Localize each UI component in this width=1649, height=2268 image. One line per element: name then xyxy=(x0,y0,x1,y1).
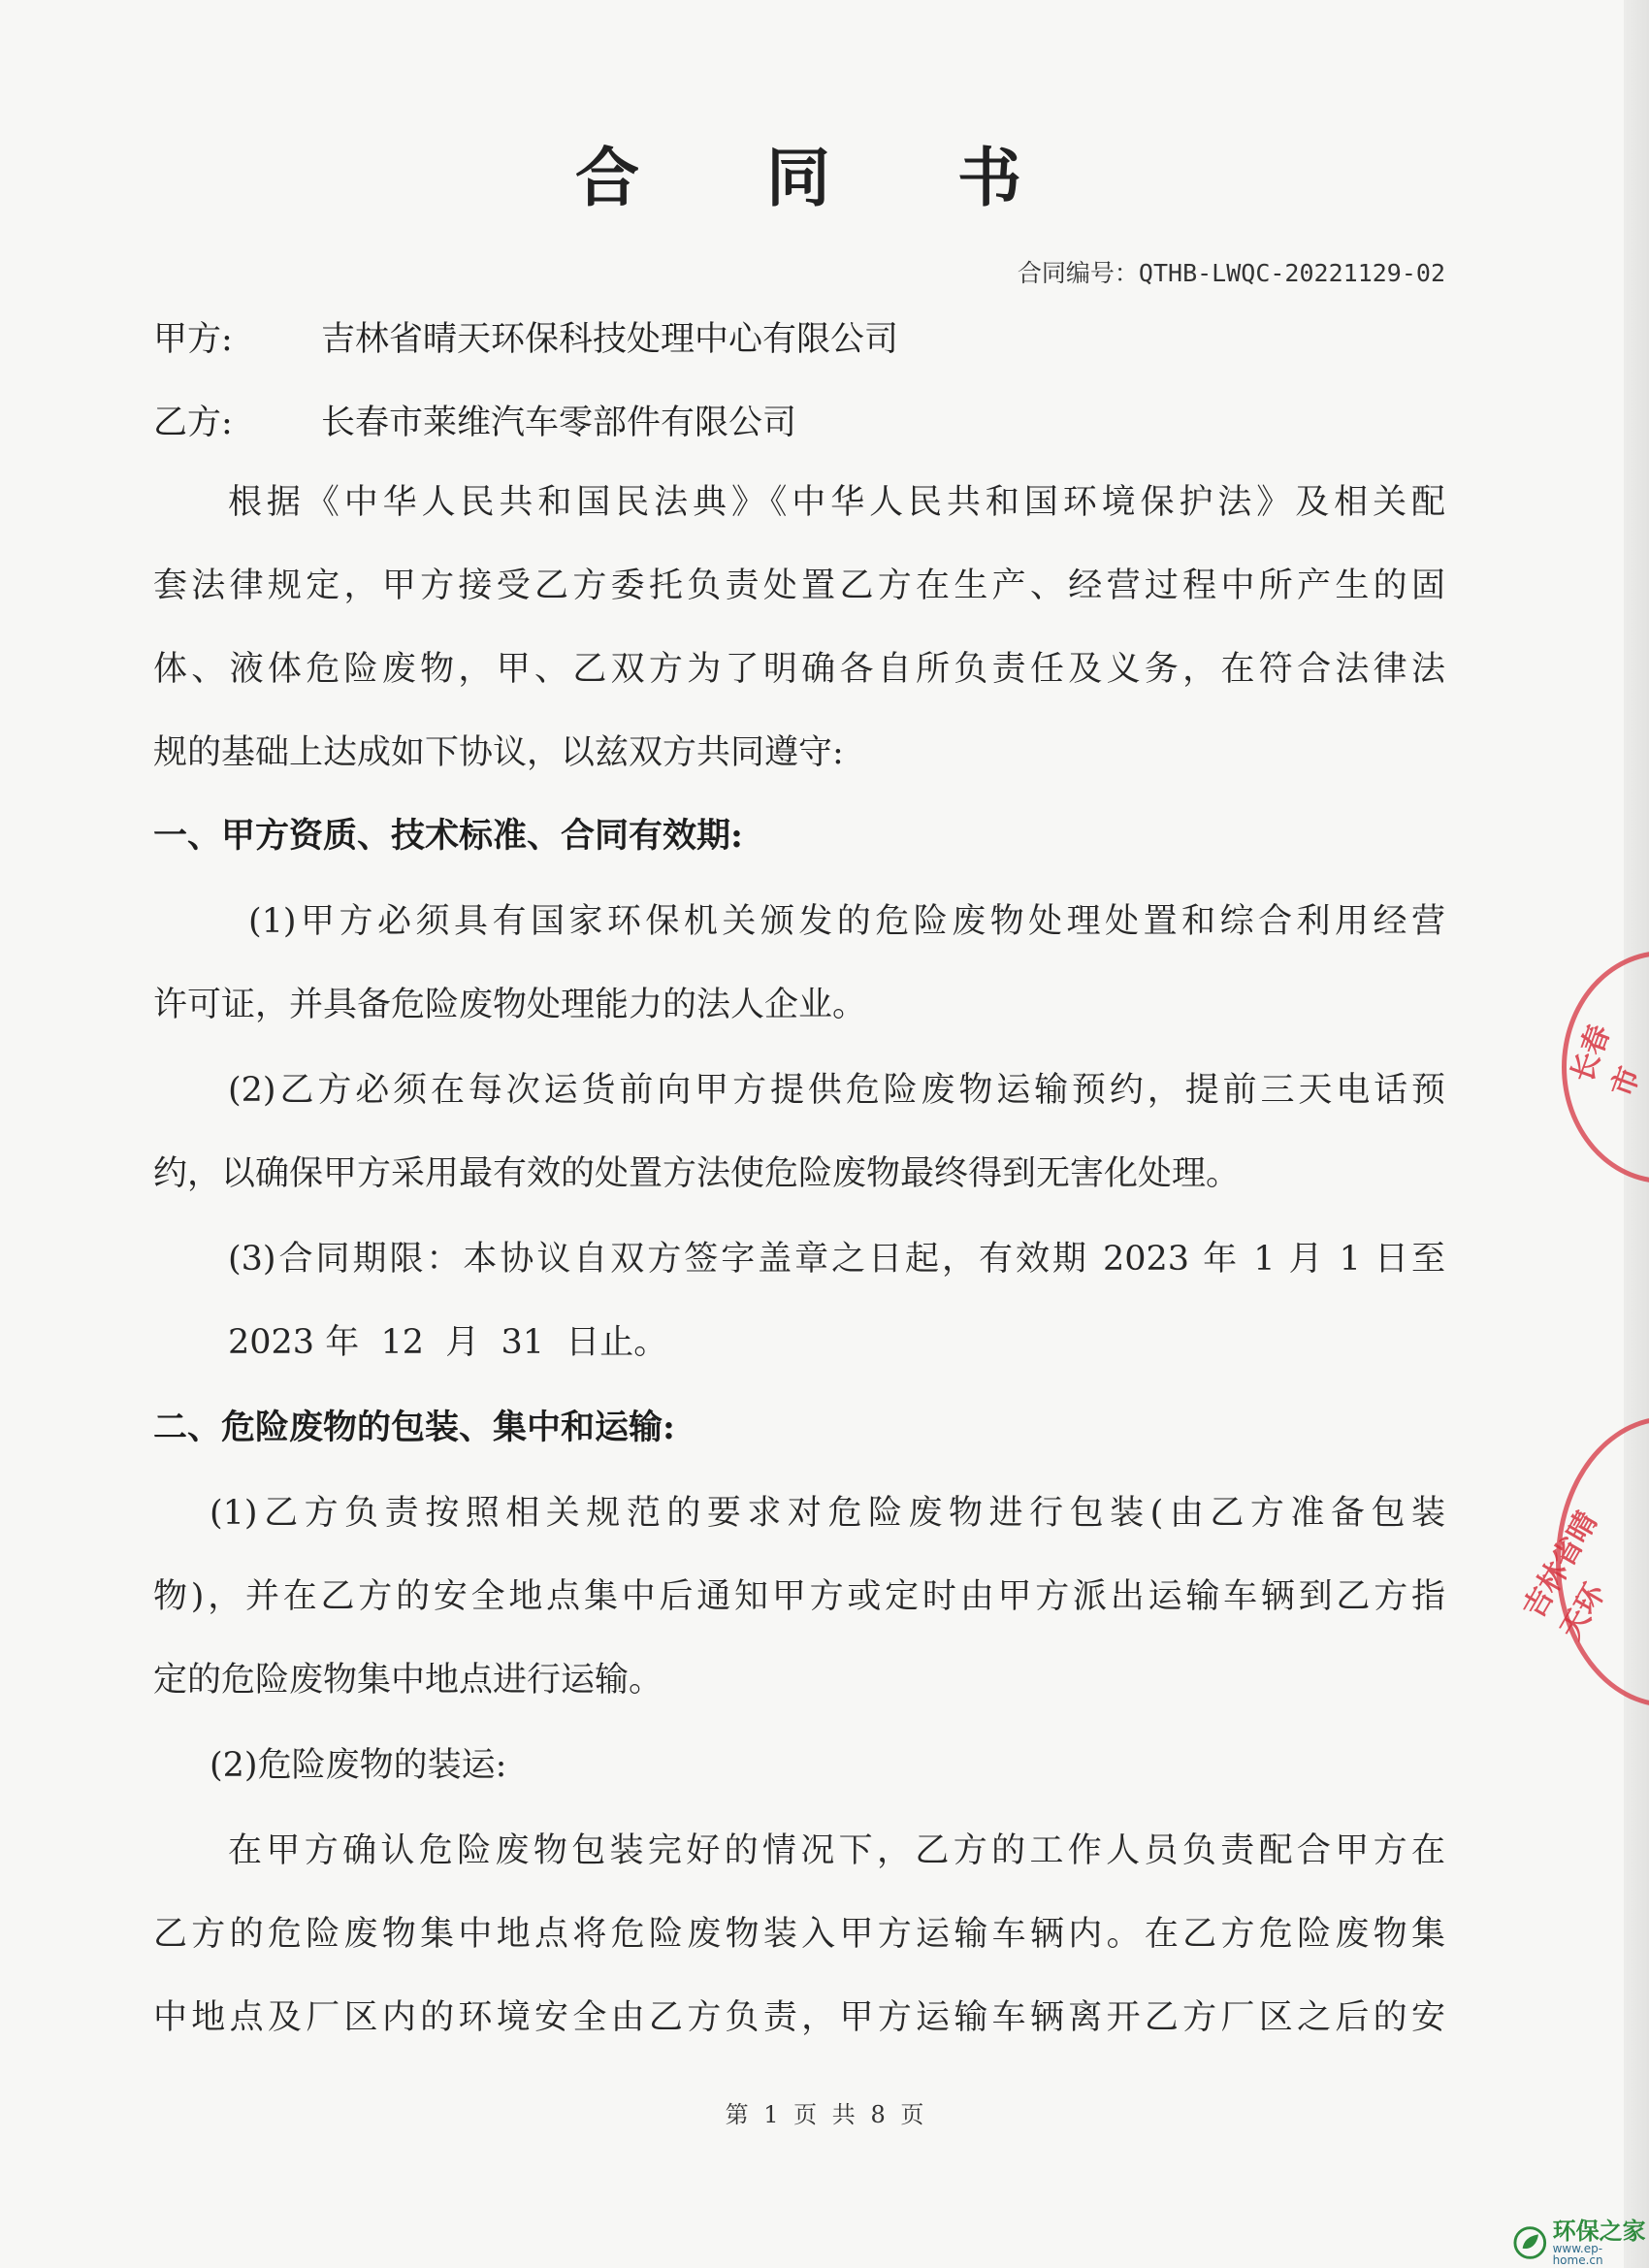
body-line: 套法律规定，甲方接受乙方委托负责处置乙方在生产、经营过程中所产生的固 xyxy=(153,567,1445,605)
party-a xyxy=(153,312,898,361)
watermark-logo xyxy=(1513,2219,1649,2266)
body-line: 物)，并在乙方的安全地点集中后通知甲方或定时由甲方派出运输车辆到乙方指 xyxy=(153,1577,1445,1616)
body-line: 2023 年 12 月 31 日止。 xyxy=(228,1323,668,1362)
body-line: 体、液体危险废物，甲、乙双方为了明确各自所负责任及义务，在符合法律法 xyxy=(153,650,1445,689)
body-line: 定的危险废物集中地点进行运输。 xyxy=(153,1661,663,1700)
party-b-name: 长春市莱维汽车零部件有限公司 xyxy=(321,404,797,442)
body-line: 约，以确保甲方采用最有效的处置方法使危险废物最终得到无害化处理。 xyxy=(153,1154,1241,1193)
contract-number: 合同编号：QTHB-LWQC-20221129-02 xyxy=(1017,259,1445,287)
body-line: (3)合同期限：本协议自双方签字盖章之日起，有效期 2023 年 1 月 1 日至 xyxy=(228,1240,1445,1279)
document-title: 合 同 书 xyxy=(575,140,1074,215)
body-line: 中地点及厂区内的环境安全由乙方负责，甲方运输车辆离开乙方厂区之后的安 xyxy=(153,1998,1445,2037)
watermark-name: 环保之家 xyxy=(1552,2218,1646,2245)
body-line: 乙方的危险废物集中地点将危险废物装入甲方运输车辆内。在乙方危险废物集 xyxy=(153,1915,1445,1954)
seal-bottom-text: 吉林省晴天环 xyxy=(1516,1506,1613,1646)
body-line: 在甲方确认危险废物包装完好的情况下，乙方的工作人员负责配合甲方在 xyxy=(228,1831,1445,1870)
body-line: 许可证，并具备危险废物处理能力的法人企业。 xyxy=(153,986,867,1024)
body-line: (2)危险废物的装运: xyxy=(210,1746,507,1785)
party-a-name: 吉林省晴天环保科技处理中心有限公司 xyxy=(321,320,899,359)
body-line: 根据《中华人民共和国民法典》《中华人民共和国环境保护法》及相关配 xyxy=(228,483,1445,522)
party-b-label: 乙方: xyxy=(153,404,233,442)
party-a-label: 甲方: xyxy=(153,320,233,359)
body-line: (1)乙方负责按照相关规范的要求对危险废物进行包装(由乙方准备包装 xyxy=(210,1494,1445,1533)
section-heading-2: 二、危险废物的包装、集中和运输: xyxy=(153,1408,675,1447)
seal-top-text: 长春市 xyxy=(1565,1020,1648,1102)
party-b xyxy=(153,396,796,444)
watermark-url: www.ep-home.cn xyxy=(1552,2242,1603,2267)
body-line: 规的基础上达成如下协议，以兹双方共同遵守: xyxy=(153,733,844,772)
body-line: (1)甲方必须具有国家环保机关颁发的危险废物处理处置和综合利用经营 xyxy=(248,902,1445,941)
leaf-icon xyxy=(1513,2225,1547,2260)
section-heading-1: 一、甲方资质、技术标准、合同有效期: xyxy=(153,816,743,856)
page-footer: 第 1 页 共 8 页 xyxy=(725,2101,924,2128)
body-line: (2)乙方必须在每次运货前向甲方提供危险废物运输预约，提前三天电话预 xyxy=(228,1071,1445,1110)
